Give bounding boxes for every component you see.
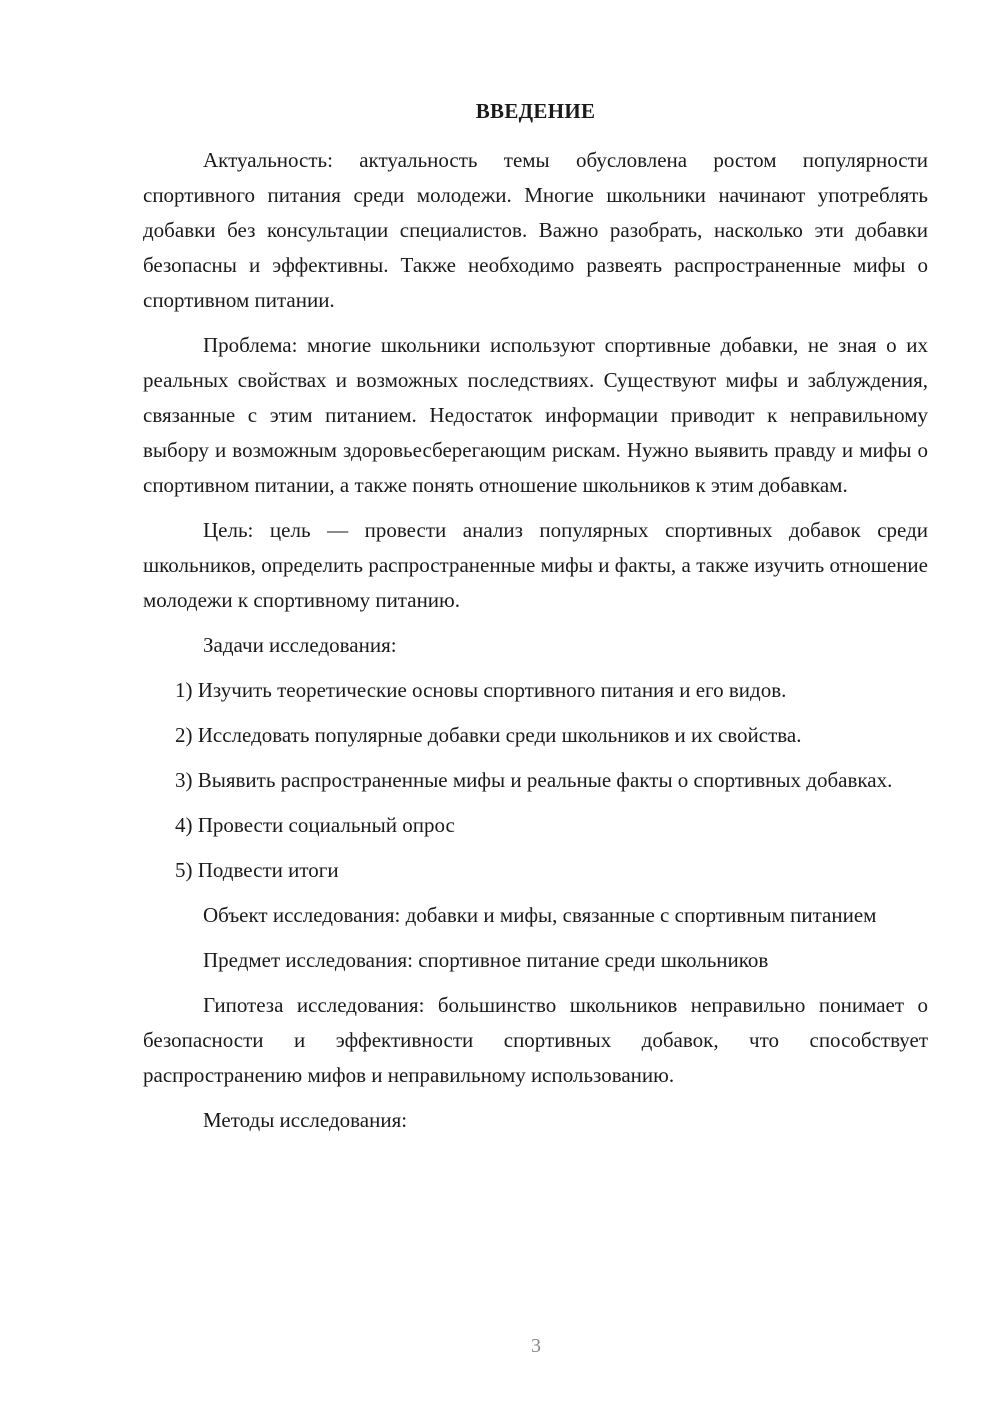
task-item-1: 1) Изучить теоретические основы спортивного питания и его видов.: [175, 678, 787, 702]
task-item-4: 4) Провести социальный опрос: [175, 813, 455, 837]
task-item-2: 2) Исследовать популярные добавки среди школьников и их свойства.: [175, 723, 802, 747]
paragraph-goal: Цель: цель — провести анализ популярных спортивных добавок среди школьников, определить распространенные мифы и факты, а также изучить отношение молодежи к спортивному питанию.: [143, 518, 928, 612]
paragraph-hypothesis: Гипотеза исследования: большинство школьников неправильно понимает о безопасности и эффективности спортивных добавок, что способствует распространению мифов и неправильному использованию.: [143, 993, 928, 1087]
paragraph-subject: Предмет исследования: спортивное питание среди школьников: [203, 948, 769, 972]
paragraph-methods: Методы исследования:: [203, 1108, 408, 1132]
page-number: 3: [531, 1335, 541, 1357]
body-text: [143, 143, 928, 1148]
task-item-3: 3) Выявить распространенные мифы и реальные факты о спортивных добавках.: [175, 768, 893, 792]
paragraph-relevance: Актуальность: актуальность темы обусловлена ростом популярности спортивного питания среди молодежи. Многие школьники начинают употреблять добавки без консультации специалистов. Важно разобрать, насколько эти добавки безопасны и эффективны. Также необходимо развеять распространенные мифы о спортивном питании.: [143, 148, 928, 312]
task-item-5: 5) Подвести итоги: [175, 858, 339, 882]
paragraph-object: Объект исследования: добавки и мифы, связанные с спортивным питанием: [203, 903, 877, 927]
paragraph-tasks-heading: Задачи исследования:: [203, 633, 397, 657]
paragraph-problem: Проблема: многие школьники используют спортивные добавки, не зная о их реальных свойствах и возможных последствиях. Существуют мифы и заблуждения, связанные с этим питанием. Недостаток информации приводит к неправильному выбору и возможным здоровьесберегающим рискам. Нужно выявить правду и мифы о спортивном питании, а также понять отношение школьников к этим добавкам.: [143, 333, 928, 497]
section-title: ВВЕДЕНИЕ: [475, 99, 596, 123]
